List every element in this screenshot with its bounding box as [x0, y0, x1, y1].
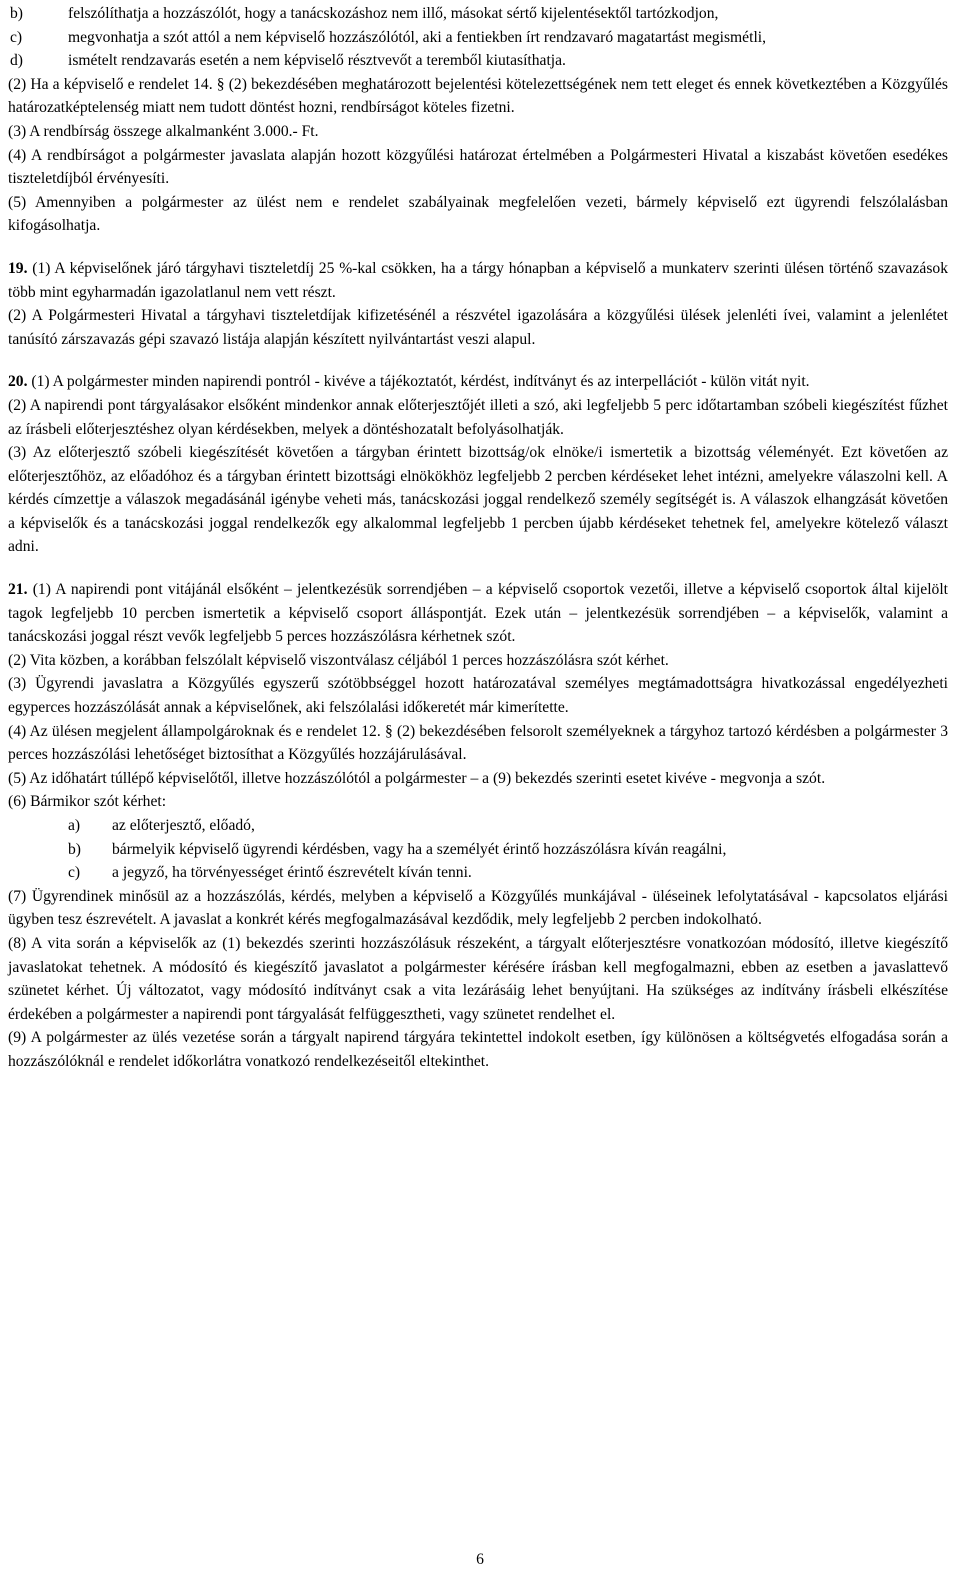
section-number: 21.	[8, 581, 28, 599]
paragraph-text: (5) Amennyiben a polgármester az ülést nem e rendelet szabályainak megfelelően vezeti, bármely képviselő ezt ügyrendi felszólalásban kifogásolhatja.	[8, 193, 948, 235]
paragraph-text: (2) A napirendi pont tárgyalásakor elsőként mindenkor annak előterjesztőjét illeti a szó, aki legfeljebb 5 perc időtartamban szóbeli kiegészítést fűzhet az írásbeli előterjesztéshez olyan kérdésekben, melyek a döntéshozatalt befolyásolhatják.	[8, 396, 948, 438]
paragraph	[8, 767, 948, 791]
paragraph-text: (1) A napirendi pont vitájánál elsőként – jelentkezésük sorrendjében – a képviselő csoportok vezetői, illetve a képviselő csoportok által kijelölt tagok legfeljebb 10 percben ismertetik a képviselő csoport álláspontját. Ezek után – jelentkezésük sorrendjében – a képviselők, valamint a tanácskozási joggal részt vevők legfeljebb 5 perces hozzászólásra kérhetnek szót.	[8, 581, 948, 646]
paragraph	[8, 394, 948, 441]
paragraph	[8, 441, 948, 559]
page-number: 6	[476, 1551, 484, 1568]
section-number: 20.	[8, 373, 28, 391]
sub-list-item-label: b)	[68, 840, 81, 858]
sub-list-item-label: c)	[68, 864, 81, 882]
list-item	[8, 49, 948, 73]
paragraph	[8, 191, 948, 238]
paragraph-text: (2) Vita közben, a korábban felszólalt képviselő viszontválasz céljából 1 perces hozzászólásra szót kérhet.	[8, 651, 669, 669]
paragraph	[8, 73, 948, 120]
paragraph	[8, 932, 948, 1026]
list-item	[8, 26, 948, 50]
sub-list-item-text: bármelyik képviselő ügyrendi kérdésben, vagy ha a személyét érintő hozzászólásra kíván reagálni,	[112, 840, 727, 858]
paragraph	[8, 649, 948, 673]
list-item-text: megvonhatja a szót attól a nem képviselő hozzászólótól, aki a fentiekben írt rendzavaró magatartást megismétli,	[68, 28, 767, 46]
list-item	[8, 2, 948, 26]
sub-list-item-text: az előterjesztő, előadó,	[112, 817, 255, 834]
section-paragraph	[8, 370, 948, 394]
list-item-text: felszólíthatja a hozzászólót, hogy a tanácskozáshoz nem illő, másokat sértő kijelentésektől tartózkodjon,	[68, 5, 719, 22]
list-item-label: b)	[10, 5, 23, 22]
paragraph-gap	[8, 238, 948, 257]
sub-list-item	[8, 814, 948, 838]
paragraph	[8, 144, 948, 191]
section-paragraph	[8, 257, 948, 304]
paragraph-text: (6) Bármikor szót kérhet:	[8, 793, 167, 811]
paragraph-text: (4) A rendbírságot a polgármester javaslata alapján hozott közgyűlési határozat értelmében a Polgármesteri Hivatal a kiszabást követően esedékes tiszteletdíjból érvényesíti.	[8, 146, 948, 188]
sub-list-item-label: a)	[68, 817, 81, 834]
paragraph-text: (3) Ügyrendi javaslatra a Közgyűlés egyszerű szótöbbséggel hozott határozatával személyes megtámadottságra hivatkozással engedélyezheti egyperces hozzászólását annak a képviselőnek, aki felszólalási időkeretét már kimerítette.	[8, 675, 948, 717]
paragraph-text: (7) Ügyrendinek minősül az a hozzászólás, kérdés, melyben a képviselő a Közgyűlés munkájával - üléseinek lefolytatásával - kapcsolatos eljárási ügyben tesz észrevételt. A javaslat a konkrét kérés megfogalmazásával kezdődik, mely legfeljebb 2 percben indokolható.	[8, 887, 948, 929]
list-item-text: ismételt rendzavarás esetén a nem képviselő résztvevőt a teremből kiutasíthatja.	[68, 52, 566, 70]
document-body	[8, 2, 948, 1074]
paragraph	[8, 790, 948, 814]
paragraph-text: (2) A Polgármesteri Hivatal a tárgyhavi tiszteletdíjak kifizetésénél a részvétel igazolására a közgyűlési ülések jelenléti ívei, valamint a jelenlétet tanúsító zárszavazás gépi szavazó listája alapján készített nyilvántartást veszi alapul.	[8, 307, 948, 348]
sub-list-item-text: a jegyző, ha törvényességet érintő észrevételt kíván tenni.	[112, 864, 472, 882]
paragraph	[8, 720, 948, 767]
sub-list-item	[8, 861, 948, 885]
paragraph-gap	[8, 351, 948, 370]
paragraph-text: (1) A képviselőnek járó tárgyhavi tiszteletdíj 25 %-kal csökken, ha a tárgy hónapban a képviselő a munkaterv szerinti ülésen történő szavazások több mint egyharmadán igazolatlanul nem vett részt.	[8, 259, 948, 301]
paragraph	[8, 1026, 948, 1073]
paragraph	[8, 304, 948, 351]
paragraph	[8, 672, 948, 719]
paragraph	[8, 885, 948, 932]
paragraph-gap	[8, 559, 948, 578]
paragraph-text: (9) A polgármester az ülés vezetése során a tárgyalt napirend tárgyára tekintettel indokolt esetben, így különösen a költségvetés elfogadása során a hozzászólóknál e rendelet időkorlátra vonatkozó rendelkezéseitől eltekinthet.	[8, 1029, 948, 1070]
list-item-label: c)	[10, 28, 23, 46]
paragraph-text: (3) Az előterjesztő szóbeli kiegészítését követően a tárgyban érintett bizottság/ok elnöke/i ismertetik a bizottság véleményét. Ezt követően az előterjesztőhöz, az előadóhoz és a tárgyban érintett bizottsági elnökökhöz legfeljebb 2 percben kérdéseket lehet intézni, amelyekre válaszolni kell. A kérdés címzettje a válaszok megadásánál igénybe veheti más, tanácskozási joggal rendelkező személy segítségét is. A válaszok elhangzását követően a képviselők és a tanácskozási joggal rendelkezők egy alkalommal legfeljebb 1 percben újabb kérdéseket tehetnek fel, amelyekre kötelező választ adni.	[8, 444, 948, 556]
paragraph-text: (8) A vita során a képviselők az (1) bekezdés szerinti hozzászólásuk részeként, a tárgyalt előterjesztésre vonatkozóan módosító, illetve kiegészítő javaslatokat tehetnek. A módosító és kiegészítő javaslatot a polgármester kérésére írásban kell megfogalmazni, ebben az esetben a javaslattevő szünetet kérhet. Új változatot, vagy módosító indítványt csak a vita lezárásáig lehet benyújtani. Ha szükséges az indítvány írásbeli elkészítése érdekében a polgármester a napirendi pont tárgyalását felfüggesztheti, vagy szünetet rendelhet el.	[8, 934, 948, 1023]
paragraph	[8, 120, 948, 144]
section-paragraph	[8, 578, 948, 649]
paragraph-text: (4) Az ülésen megjelent állampolgároknak és e rendelet 12. § (2) bekezdésében felsorolt személyeknek a tárgyhoz tartozó kérdésben a polgármester 3 perces hozzászólási lehetőséget biztosíthat a Közgyűlés hozzájárulásával.	[8, 722, 948, 764]
section-number: 19.	[8, 259, 28, 277]
paragraph-text: (5) Az időhatárt túllépő képviselőtől, illetve hozzászólótól a polgármester – a (9) bekezdés szerinti esetet kivéve - megvonja a szót.	[8, 769, 826, 787]
paragraph-text: (1) A polgármester minden napirendi pontról - kivéve a tájékoztatót, kérdést, indítványt és az interpellációt - külön vitát nyit.	[27, 373, 810, 391]
paragraph-text: (3) A rendbírság összege alkalmanként 3.000.- Ft.	[8, 122, 319, 140]
sub-list-item	[8, 838, 948, 862]
paragraph-text: (2) Ha a képviselő e rendelet 14. § (2) bekezdésében meghatározott bejelentési kötelezettségének nem tett eleget és ennek következtében a Közgyűlés határozatképtelenség miatt nem tudott döntést hozni, rendbírságot köteles fizetni.	[8, 75, 948, 117]
list-item-label: d)	[10, 52, 23, 70]
